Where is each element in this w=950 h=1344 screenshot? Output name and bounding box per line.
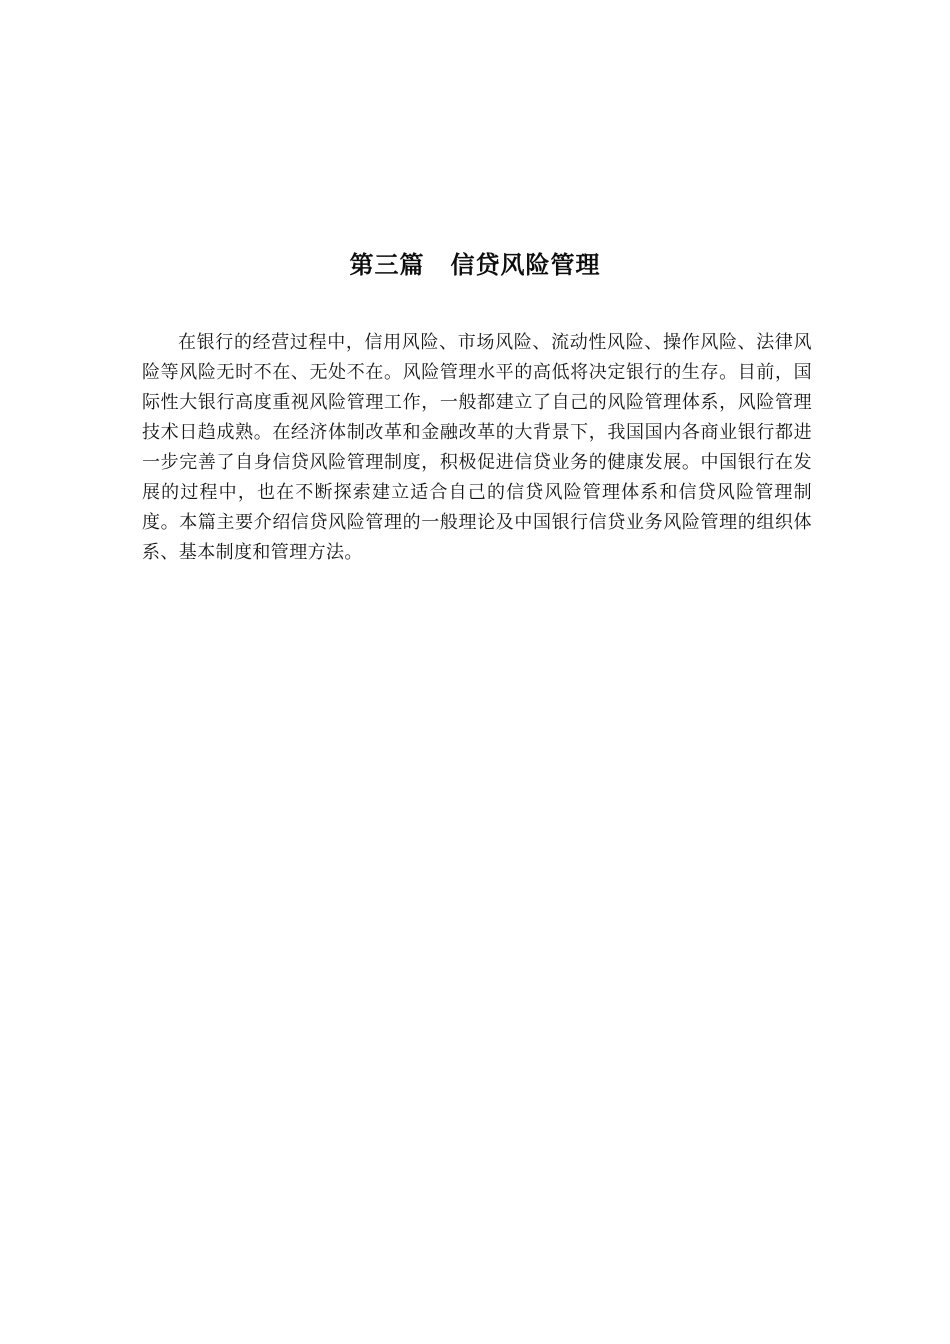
part-label: 第三篇 bbox=[349, 251, 425, 279]
part-title bbox=[0, 248, 950, 282]
intro-paragraph: 在银行的经营过程中，信用风险、市场风险、流动性风险、操作风险、法律风险等风险无时不在、无处不在。风险管理水平的高低将决定银行的生存。目前，国际性大银行高度重视风险管理工作，一般都建立了自己的风险管理体系，风险管理技术日趋成熟。在经济体制改革和金融改革的大背景下，我国国内各商业银行都进一步完善了自身信贷风险管理制度，积极促进信贷业务的健康发展。中国银行在发展的过程中，也在不断探索建立适合自己的信贷风险管理体系和信贷风险管理制度。本篇主要介绍信贷风险管理的一般理论及中国银行信贷业务风险管理的组织体系、基本制度和管理方法。 bbox=[142, 332, 812, 563]
part-name: 信贷风险管理 bbox=[450, 251, 601, 279]
